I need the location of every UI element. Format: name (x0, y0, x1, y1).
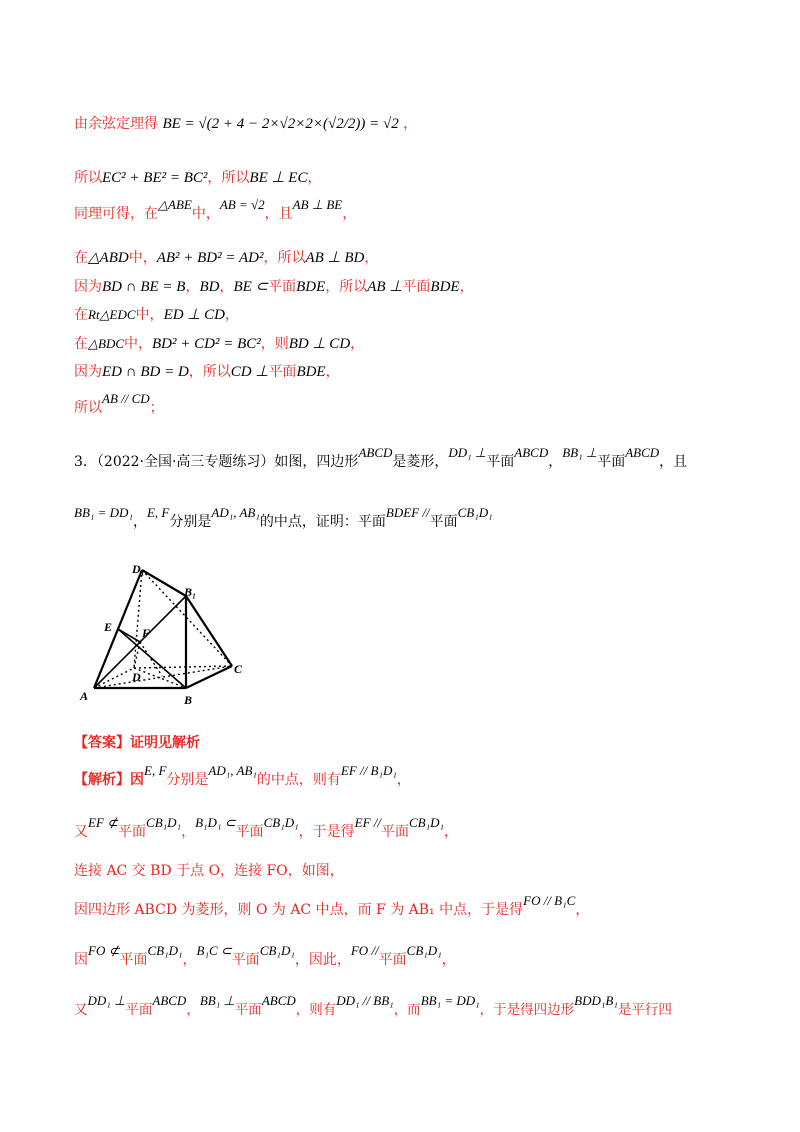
formula: CB₁D₁ (457, 505, 493, 520)
text: ， (132, 514, 147, 530)
formula: CB₁D₁ (263, 815, 299, 830)
text: 平面 (118, 824, 147, 840)
text: 由余弦定理得 (74, 116, 158, 132)
formula: DD₁ // BB₁ (336, 993, 394, 1008)
label-c: C (234, 662, 243, 676)
label-d: D (132, 670, 141, 684)
text: 3．（2022·全国·高三专题练习）如图，四边形 (74, 454, 359, 470)
formula: AB ⊥ (367, 279, 403, 295)
text: 中， (124, 336, 152, 352)
formula: BD² + CD² = BC² (152, 336, 261, 352)
analysis-line-1 (74, 763, 411, 790)
text: ， (219, 279, 234, 295)
text: 平面 (268, 364, 297, 380)
formula: AB² + BD² = AD² (156, 250, 264, 266)
text: 在 (74, 250, 88, 266)
formula: DD₁ ⊥ (87, 993, 126, 1008)
edge-f-o (140, 642, 162, 676)
text: ， (307, 170, 322, 186)
formula: △ABE (158, 197, 192, 212)
question-3-line-2 (74, 505, 493, 532)
formula: BE ⊂ (233, 279, 269, 295)
text: 在 (74, 307, 88, 323)
formula: AB = √2 (219, 197, 265, 212)
analysis-line-3: 连接 AC 交 BD 于点 O，连接 FO，如图， (74, 863, 344, 879)
text: 平面 (597, 454, 626, 470)
edge-d1-b1 (142, 570, 186, 596)
text: ， (350, 336, 365, 352)
formula-be: BE = √(2 + 4 − 2×√2×2×(√2/2)) = √2 (162, 116, 399, 132)
formula: BDD₁B₁ (574, 993, 618, 1008)
formula: △BDC (88, 336, 124, 351)
text: 平面 (486, 454, 515, 470)
formula: FO // B₁C (523, 893, 576, 908)
text: 所以 (74, 170, 102, 186)
text: 分别是 (166, 772, 209, 788)
text: 平面 (125, 1002, 153, 1018)
text: ，所以 (188, 364, 231, 380)
formula: CD ⊥ (230, 364, 269, 380)
text: 平面 (119, 952, 148, 968)
formula: DD₁ ⊥ (448, 445, 487, 460)
text: 中， (128, 250, 157, 266)
formula: ABCD (261, 993, 296, 1008)
formula: CB₁D₁ (147, 943, 183, 958)
text: ， (459, 279, 474, 295)
formula: AB ⊥ BD (305, 250, 365, 266)
text: 平面 (268, 279, 297, 295)
text: ， (182, 952, 197, 968)
text: 是菱形， (392, 454, 449, 470)
text: ， (224, 307, 239, 323)
formula: FO ⊄ (88, 943, 120, 958)
label-f: F (142, 626, 151, 640)
formula: EF // B₁D₁ (340, 763, 397, 778)
text: ，于是得四边形 (479, 1002, 575, 1018)
solution-line-cosine-law (74, 114, 417, 134)
formula: AB ⊥ BE (292, 197, 343, 212)
text: 平面 (231, 952, 260, 968)
text: 的中点，证明：平面 (259, 514, 386, 530)
formula: BB₁ = DD₁ (420, 993, 480, 1008)
formula: AD₁, AB₁ (211, 505, 260, 520)
formula: BD (199, 279, 220, 295)
answer-line: 【答案】证明见解析 (74, 735, 200, 751)
text: 又 (74, 824, 88, 840)
text: ， (396, 772, 411, 788)
formula: ABCD (625, 445, 660, 460)
formula: AB // CD (102, 391, 150, 406)
text: ， (403, 116, 418, 132)
solution-line-3 (74, 197, 357, 224)
text: 【解析】因 (74, 772, 144, 788)
text: 中， (135, 307, 164, 323)
text: ； (149, 400, 164, 416)
formula: ED ⊥ CD (163, 307, 225, 323)
text: 因 (74, 952, 88, 968)
formula: CB₁D₁ (409, 815, 445, 830)
formula: EC² + BE² = BC² (102, 170, 208, 186)
text: 平面 (429, 514, 458, 530)
text: 因为 (74, 279, 102, 295)
text: ，且 (264, 206, 293, 222)
label-a: A (80, 689, 89, 703)
text: 又 (74, 1002, 88, 1018)
text: ， (575, 902, 590, 918)
text: ，所以 (263, 250, 306, 266)
text: 平面 (402, 279, 431, 295)
formula: BDEF // (385, 505, 430, 520)
text: ， (342, 206, 357, 222)
text: 在 (74, 336, 88, 352)
formula: BB₁ = DD₁ (74, 505, 133, 520)
formula: CB₁D₁ (406, 943, 442, 958)
text: 平面 (381, 824, 409, 840)
edge-b1-c (186, 596, 232, 666)
text: ， (185, 279, 200, 295)
text: ，则有 (295, 1002, 337, 1018)
text: 分别是 (169, 514, 212, 530)
text: 平面 (235, 824, 264, 840)
formula: B₁D₁ ⊂ (195, 815, 236, 830)
formula: ABCD (358, 445, 393, 460)
formula: BB₁ ⊥ (199, 993, 235, 1008)
label-e: E (104, 620, 113, 634)
text: ， (444, 824, 459, 840)
solution-line-2 (74, 168, 321, 188)
label-d1: D₁ (132, 562, 145, 576)
formula: EF ⊄ (88, 815, 119, 830)
solution-line-5 (74, 277, 474, 297)
solution-line-7 (74, 334, 364, 354)
formula: Rt△EDC (88, 307, 136, 322)
text: ，所以 (325, 279, 368, 295)
text: ， (441, 952, 456, 968)
formula: BDE (430, 279, 460, 295)
formula: E, F (146, 505, 170, 520)
text: 平面 (378, 952, 407, 968)
text: 所以 (74, 400, 102, 416)
analysis-line-5 (74, 943, 456, 970)
formula: AD₁, AB₁ (208, 763, 257, 778)
formula: BB₁ ⊥ (562, 445, 598, 460)
formula: B₁C ⊂ (196, 943, 232, 958)
formula: △ABD (88, 250, 129, 266)
solution-line-9 (74, 391, 164, 418)
label-b1: B₁ (184, 585, 197, 599)
formula: FO // (350, 943, 379, 958)
analysis-line-4 (74, 893, 590, 920)
formula: ED ∩ BD = D (102, 364, 189, 380)
formula: E, F (144, 763, 167, 778)
formula: BE ⊥ EC (249, 170, 308, 186)
text: 中， (191, 206, 220, 222)
text: ，于是得 (298, 824, 355, 840)
solution-line-4 (74, 248, 378, 268)
text: 是平行四 (617, 1002, 672, 1018)
formula: CB₁D₁ (259, 943, 295, 958)
text: 平面 (234, 1002, 262, 1018)
text: ， (364, 250, 379, 266)
text: ，则 (260, 336, 289, 352)
solution-line-8 (74, 362, 340, 382)
formula: BDE (296, 279, 326, 295)
edge-e-b (118, 629, 186, 688)
formula: BDE (296, 364, 326, 380)
formula: EF // (354, 815, 381, 830)
text: ，而 (393, 1002, 421, 1018)
text: 同理可得，在 (74, 206, 158, 222)
geometry-figure (74, 556, 254, 716)
edge-d-c (134, 666, 232, 668)
formula: ABCD (514, 445, 549, 460)
text: 因四边形 ABCD 为菱形，则 O 为 AC 中点，而 F 为 AB₁ 中点，于是得 (74, 902, 524, 918)
text: 因为 (74, 364, 102, 380)
text: ， (186, 1002, 200, 1018)
analysis-line-2 (74, 815, 459, 842)
formula: BD ⊥ CD (288, 336, 351, 352)
text: ，因此， (294, 952, 351, 968)
label-b: B (184, 693, 193, 707)
text: 的中点，则有 (256, 772, 341, 788)
solution-line-6 (74, 305, 239, 325)
formula: ABCD (152, 993, 187, 1008)
text: ，所以 (207, 170, 250, 186)
text: ， (548, 454, 563, 470)
text: ，且 (659, 454, 688, 470)
analysis-line-6 (74, 993, 672, 1020)
text: ， (181, 824, 196, 840)
text: ， (325, 364, 340, 380)
formula: BD ∩ BE = B (102, 279, 186, 295)
question-3-line-1 (74, 445, 688, 472)
formula: CB₁D₁ (146, 815, 182, 830)
